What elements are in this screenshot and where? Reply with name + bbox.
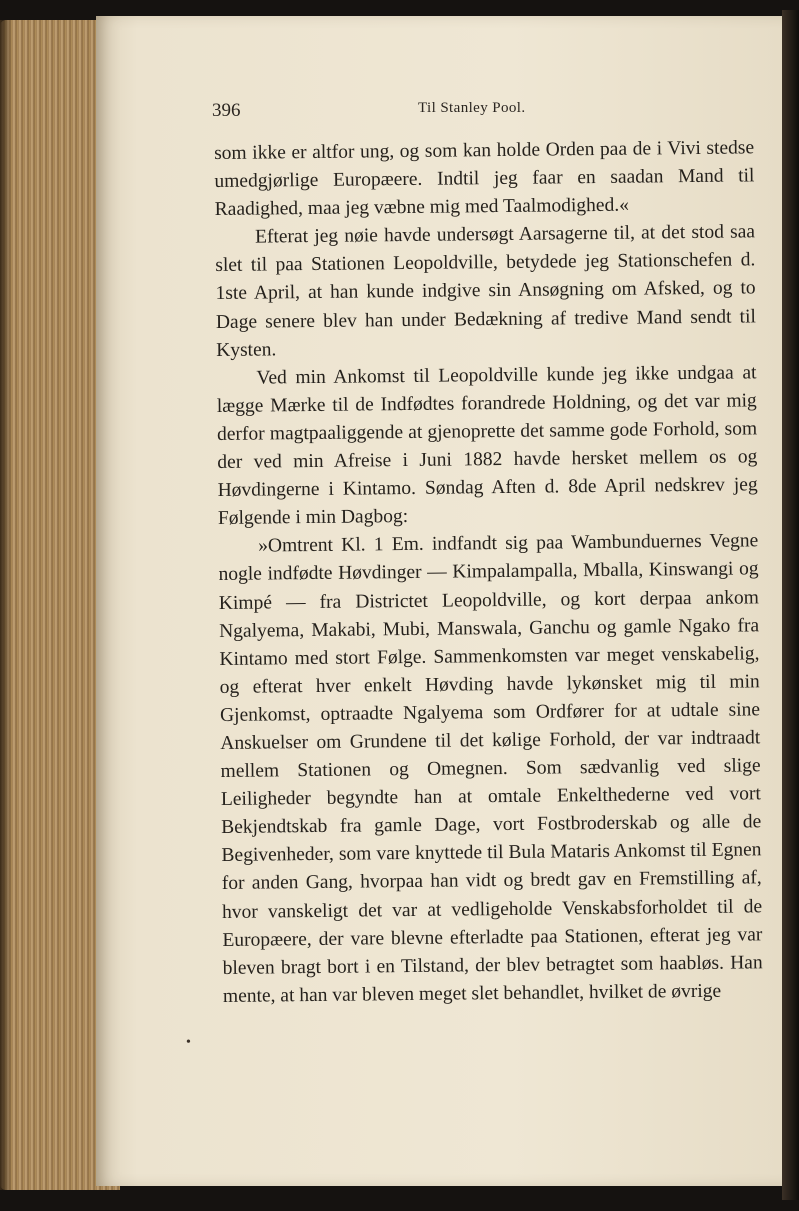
paragraph: Ved min Ankomst til Leopoldville kunde jeg ikke undgaa at lægge Mærke til de Indfødtes forandrede Holdning, og det var mig derfor magtpaaliggende at gjenoprette det samme gode Forhold, som der ved min Afreise i Juni 1882 havde hersket mellem os og Høvdingerne i Kintamo. Søndag Aften d. 8de April nedskrev jeg Følgende i min Dagbog:: [216, 362, 758, 530]
paragraph-continuation: som ikke er altfor ung, og som kan holde Orden paa de i Vivi stedse umedgjørlige Europæere. Indtil jeg faar en saadan Mand til Raadighed, maa jeg væbne mig med Taalmodighed.«: [214, 137, 755, 221]
page-number: 396: [212, 100, 241, 121]
margin-dot-icon: •: [186, 1035, 191, 1050]
page-header: [212, 100, 752, 126]
running-title: Til Stanley Pool.: [418, 100, 526, 116]
paragraph: Efterat jeg nøie havde undersøgt Aarsagerne til, at det stod saa slet til paa Stationen Leopoldville, betydede jeg Stationschefen d. 1ste April, at han kunde indgive sin Ansøgning om Afsked, og to Dage senere blev han under Bedækning af tredive Mand sendt til Kysten.: [215, 221, 756, 361]
body-text: [214, 134, 763, 1011]
paragraph-quote: »Omtrent Kl. 1 Em. indfandt sig paa Wambunduernes Vegne nogle indfødte Høvdinger — Kimpalampalla, Mballa, Kinswangi og Kimpé — fra Districtet Leopoldville, og kort derpaa ankom Ngalyema, Makabi, Mubi, Manswala, Ganchu og gamle Ngako fra Kintamo med stort Følge. Sammenkomsten var meget venskabelig, og efterat hver enkelt Høvding havde lykønsket mig til min Gjenkomst, optraadte Ngalyema som Ordfører for at udtale sine Anskuelser om Grundene til det kølige Forhold, der var indtraadt mellem Stationen og Omegnen. Som sædvanlig ved slige Leiligheder begyndte han at omtale Enkelthederne ved vort Bekjendtskab fra gamle Dage, vort Fostbroderskab og alle de Begivenheder, som vare knyttede til Bula Mataris Ankomst til Egnen for anden Gang, hvorpaa han vidt og bredt gav en Fremstilling af, hvor vanskeligt det var at vedligeholde Venskabsforholdet til de Europæere, der vare blevne efterladte paa Stationen, efterat jeg var bleven bragt bort i en Tilstand, der blev betragtet som haabløs. Han mente, at han var bleven meget slet behandlet, hvilket de øvrige: [218, 530, 763, 1007]
binding-shadow: [782, 10, 799, 1200]
